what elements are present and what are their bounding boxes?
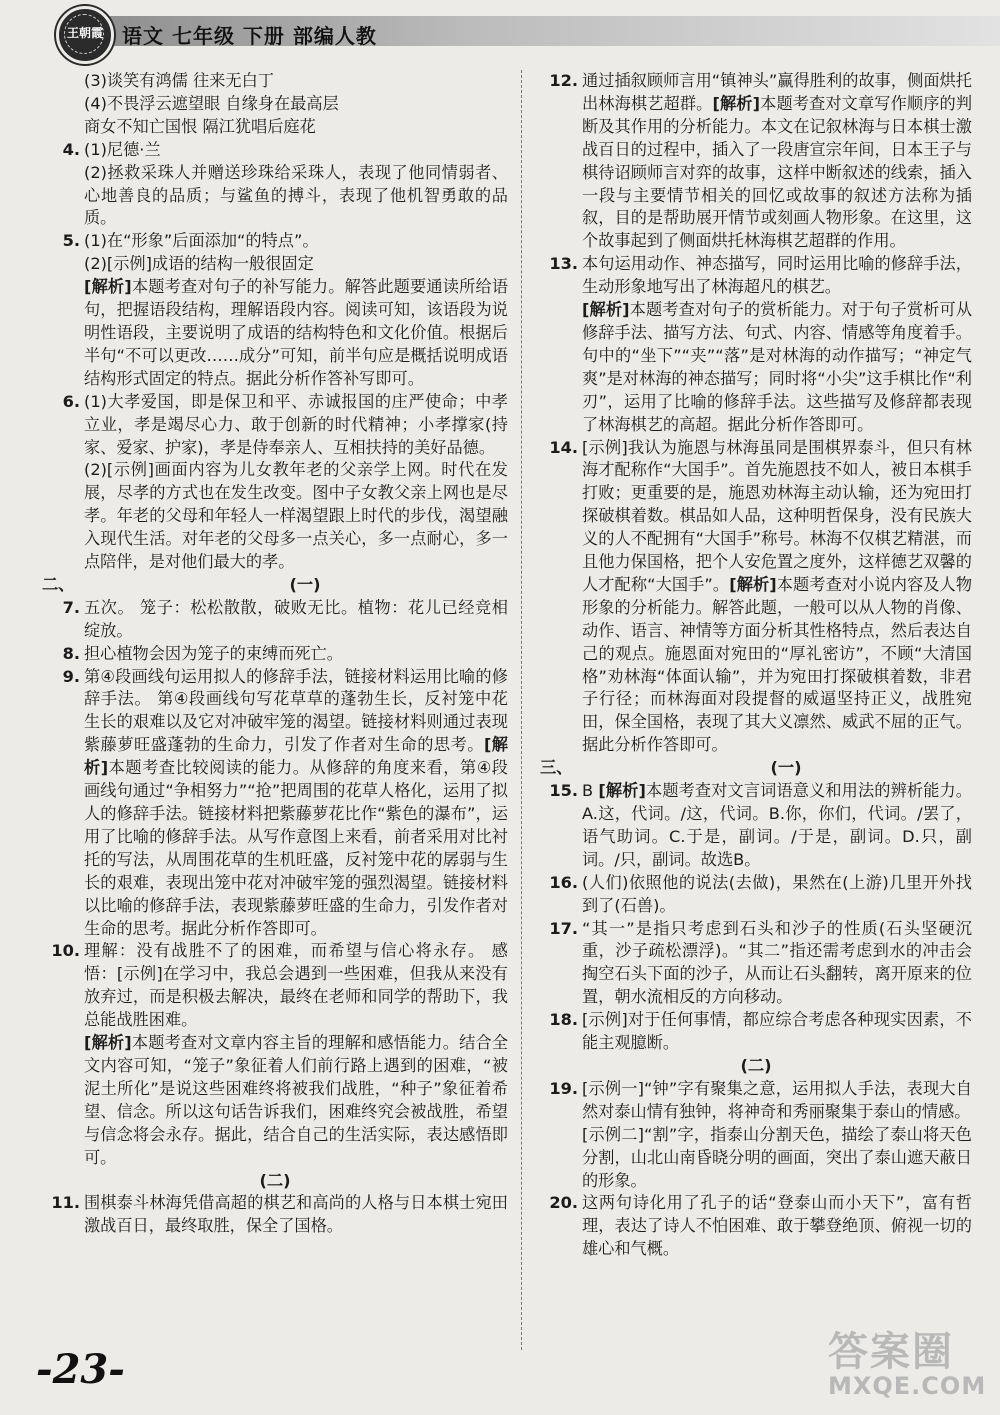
answer-4-part-1: (1)尼德·兰 <box>84 139 161 159</box>
answer-6-part-1: (1)大孝爱国，即是保卫和平、赤诚报国的庄严使命；中孝立业，孝是竭尽心力、敢于创新的时代精神；小孝撑家(持家、爱家、护家)，孝是侍奉亲人、互相扶持的美好品德。 <box>84 391 508 457</box>
answer-4-number: 4. <box>62 139 80 159</box>
answer-12-text: 通过插叙顾师言用“镇神头”赢得胜利的故事，侧面烘托出林海棋艺超群。 <box>582 71 972 113</box>
watermark-url: MXQE.COM <box>828 1372 987 1400</box>
answer-12 <box>540 70 972 253</box>
answer-11-text: 围棋泰斗林海凭借高超的棋艺和高尚的人格与日本棋士宛田激战百日，最终取胜，保全了国格。 <box>84 1193 508 1236</box>
answer-15-choice: B <box>582 781 599 801</box>
answer-10-text: 理解：没有战胜不了的困难，而希望与信心将永存。 感悟：[示例]在学习中，我总会遇到一些困难，但我从来没有放弃过，而是积极去解决，最终在老师和同学的帮助下，我总能战胜困难。 <box>84 941 508 1030</box>
section-2-sub-1: (一) <box>289 574 321 594</box>
left-column <box>42 70 508 1238</box>
answer-14-number: 14. <box>549 437 578 457</box>
answer-19-example-2: [示例二]“割”字，指泰山分割天色，描绘了泰山将天色分割，山北山南昏晓分明的画面，突出了泰山遮天蔽日的形象。 <box>582 1124 972 1190</box>
analysis-text: 本题考查对句子的赏析能力。对于句子赏析可从修辞手法、描写方法、句式、内容、情感等角度着手。句中的“坐下”“夹”“落”是对林海的动作描写；“神定气爽”是对林海的神态描写；同时将“小尖”这手棋比作“利刃”，运用了比喻的修辞手法。这些描写及修辞都表现了林海棋艺的高超。据此分析作答即可。 <box>582 300 973 434</box>
answer-7-number: 7. <box>62 597 80 617</box>
column-divider <box>521 70 522 1350</box>
answer-13-analysis <box>582 299 972 436</box>
section-3-sub-1: (一) <box>770 758 802 778</box>
answer-14 <box>540 437 972 758</box>
section-2-heading <box>42 574 508 597</box>
site-watermark <box>820 1320 990 1408</box>
answer-5 <box>42 230 508 390</box>
answer-11-number: 11. <box>51 1193 80 1213</box>
answer-19-number: 19. <box>549 1078 578 1098</box>
answer-8 <box>42 643 508 666</box>
answer-4 <box>42 139 508 231</box>
answer-16-text: (人们)依照他的说法(去做)，果然在(上游)几里开外找到了(石兽)。 <box>582 872 972 915</box>
analysis-text: 本题考查比较阅读的能力。从修辞的角度来看，第④段画线句通过“争相努力”“抢”把周围的花草人格化，运用了拟人的修辞手法。链接材料把紫藤萝花比作“紫色的瀑布”，运用了比喻的修辞手法。从写作意图上来看，前者采用对比衬托的写法，从周围花草的生机旺盛，反衬笼中花的孱弱与生长的艰难，表现出笼中花对冲破牢笼的强烈渴望。链接材料以比喻的修辞手法，表现紫藤萝旺盛的生命力，引发作者对生命的思考。据此分析作答即可。 <box>84 758 508 938</box>
answer-5-part-2: (2)[示例]成语的结构一般很固定 <box>84 254 314 274</box>
answer-4-part-2: (2)拯救采珠人并赠送珍珠给采珠人，表现了他同情弱者、心地善良的品质；与鲨鱼的搏斗，表现了他机智勇敢的品质。 <box>84 162 508 228</box>
answer-20-text: 这两句诗化用了孔子的话“登泰山而小天下”，富有哲理，表达了诗人不怕困难、敢于攀登绝顶、俯视一切的雄心和气概。 <box>582 1193 972 1259</box>
q3-line-4: (4)不畏浮云遮望眼 自缘身在最高层 <box>84 93 339 113</box>
answer-12-number: 12. <box>549 71 578 90</box>
analysis-text: 本题考查对小说内容及人物形象的分析能力。解答此题，一般可以从人物的肖像、动作、语言、神情等方面分析其性格特点，然后表达自己的观点。施恩面对宛田的“厚礼密访”，不顾“大清国格”劝林海“体面认输”，并为宛田打探破棋着数，非君子行径；而林海面对段提督的威逼坚持正义，战胜宛田，保全国格，表现了其大义凛然、威武不屈的正气。据此分析作答即可。 <box>582 574 973 755</box>
analysis-tag: [解析] <box>84 735 508 778</box>
answer-20-number: 20. <box>549 1193 578 1213</box>
answer-12-analysis <box>582 70 972 253</box>
publisher-logo <box>56 6 114 64</box>
analysis-tag: [解析] <box>712 93 761 113</box>
section-3-sub-2: (二) <box>740 1055 772 1075</box>
answer-18-number: 18. <box>549 1010 578 1030</box>
answer-13-number: 13. <box>549 254 578 274</box>
answer-9 <box>42 666 508 941</box>
section-2-label: 二、 <box>42 574 75 594</box>
answer-9-analysis <box>84 666 508 941</box>
answer-14-text: [示例]我认为施恩与林海虽同是围棋界泰斗，但只有林海才配称作“大国手”。首先施恩技不如人，被日本棋手打败；更重要的是，施恩劝林海主动认输，还为宛田打探破棋着数。棋品如人品，这种明哲保身，没有民族大义的人不配拥有“大国手”称号。林海不仅棋艺精湛，而且他力保国格，把个人安危置之度外，这样德艺双馨的人才配称“大国手”。 <box>582 437 972 594</box>
section-3-heading <box>540 757 972 780</box>
answer-5-part-1: (1)在“形象”后面添加“的特点”。 <box>84 231 319 251</box>
right-column <box>540 70 972 1261</box>
analysis-tag: [解析] <box>582 300 630 320</box>
answer-7 <box>42 597 508 643</box>
answer-17-text: “其一”是指只考虑到石头和沙子的性质(石头坚硬沉重，沙子疏松漂浮)。“其二”指还需考虑到水的冲击会掏空石头下面的沙子，从而让石头翻转，离开原来的位置，朝水流相反的方向移动。 <box>582 918 972 1007</box>
q3-line-3: (3)谈笑有鸿儒 往来无白丁 <box>84 71 274 90</box>
answer-6-number: 6. <box>62 391 80 411</box>
analysis-text: 本题考查对文章内容主旨的理解和感悟能力。结合全文内容可知，“笼子”象征着人们前行路上遇到的困难，“被泥土所化”是说这些困难终将被我们战胜，“种子”象征着希望、信念。所以这句话告诉我们，困难终究会被战胜，希望与信念将会永存。据此，结合自己的生活实际，表达感悟即可。 <box>84 1033 509 1167</box>
answer-10-analysis <box>84 1032 508 1169</box>
answer-17-number: 17. <box>549 918 578 938</box>
answer-14-analysis <box>582 437 972 758</box>
watermark-logo: 答案圈 <box>828 1329 954 1375</box>
answer-19 <box>540 1078 972 1193</box>
answer-10 <box>42 940 508 1169</box>
answer-6-part-2: (2)[示例]画面内容为儿女教年老的父亲学上网。时代在发展，尽孝的方式也在发生改变。图中子女教父亲上网也是尽孝。年老的父母和年轻人一样渴望跟上时代的步伐，渴望融入现代生活。对年老的父母多一点关心，多一点耐心，多一点陪伴，是对他们最大的孝。 <box>84 460 508 572</box>
analysis-text: 本题考查对句子的补写能力。解答此题要通读所给语句，把握语段结构，理解语段内容。阅读可知，该语段为说明性语段，主要说明了成语的结构特色和文化价值。根据后半句“不可以更改……成分”可知，前半句应是概括说明成语结构形式固定的特点。据此分析作答补写即可。 <box>84 277 509 388</box>
answer-8-number: 8. <box>62 643 80 663</box>
analysis-tag: [解析] <box>598 781 646 801</box>
answer-17 <box>540 918 972 1010</box>
answer-20 <box>540 1192 972 1261</box>
q3-line-5: 商女不知亡国恨 隔江犹唱后庭花 <box>84 116 316 136</box>
answer-16-number: 16. <box>549 872 578 892</box>
analysis-tag: [解析] <box>729 574 777 594</box>
answer-15 <box>540 780 972 872</box>
answer-18-text: [示例]对于任何事情，都应综合考虑各种现实因素，不能主观臆断。 <box>582 1010 972 1053</box>
answer-15-number: 15. <box>549 781 578 801</box>
answer-7-text: 五次。 笼子：松松散散，破败无比。植物：花儿已经竞相绽放。 <box>84 597 508 640</box>
answer-11 <box>42 1192 508 1238</box>
answer-13 <box>540 253 972 436</box>
header-title: 语文 七年级 下册 部编人教 <box>122 24 377 48</box>
answer-8-text: 担心植物会因为笼子的束缚而死亡。 <box>84 643 343 663</box>
analysis-tag: [解析] <box>84 277 132 297</box>
answer-5-analysis <box>84 276 508 391</box>
page-header <box>0 0 1000 62</box>
answer-15-analysis <box>582 780 972 872</box>
analysis-text: 本题考查对文章写作顺序的判断及其作用的分析能力。本文在记叙林海与日本棋士激战百日的过程中，插入了一段唐宣宗年间，日本王子与棋待诏顾师言对弈的故事，这样中断叙述的线索，插入一段与主要情节相关的回忆或故事的叙述方法称为插叙，目的是帮助展开情节或刻画人物形象。在这里，这个故事起到了侧面烘托林海棋艺超群的作用。 <box>582 93 973 251</box>
answer-19-example-1: [示例一]“钟”字有聚集之意，运用拟人手法，表现大自然对泰山情有独钟，将神奇和秀丽聚集于泰山的情感。 <box>582 1078 972 1121</box>
answer-18 <box>540 1009 972 1055</box>
section-3-label: 三、 <box>540 758 573 778</box>
analysis-text: 本题考查对文言词语意义和用法的辨析能力。A.这，代词。/这，代词。B.你，你们，代词。/罢了，语气助词。C.于是，副词。/于是，副词。D.只，副词。/只，副词。故选B。 <box>582 781 972 869</box>
answer-5-number: 5. <box>62 231 80 251</box>
analysis-tag: [解析] <box>84 1033 132 1053</box>
answer-6 <box>42 391 508 574</box>
answer-9-number: 9. <box>62 666 80 686</box>
logo-text: 王朝霞 <box>66 26 103 40</box>
answer-16 <box>540 872 972 918</box>
answer-13-text: 本句运用动作、神态描写，同时运用比喻的修辞手法，生动形象地写出了林海超凡的棋艺。 <box>582 254 972 297</box>
section-2-sub-2: (二) <box>259 1170 291 1190</box>
page-number: -23- <box>36 1346 125 1393</box>
answer-9-text: 第④段画线句运用拟人的修辞手法，链接材料运用比喻的修辞手法。 第④段画线句写花草草的蓬勃生长，反衬笼中花生长的艰难以及它对冲破牢笼的渴望。链接材料则通过表现紫藤萝旺盛蓬勃的生命力，引发了作者对生命的思考。 <box>84 666 508 755</box>
answer-10-number: 10. <box>51 941 80 961</box>
